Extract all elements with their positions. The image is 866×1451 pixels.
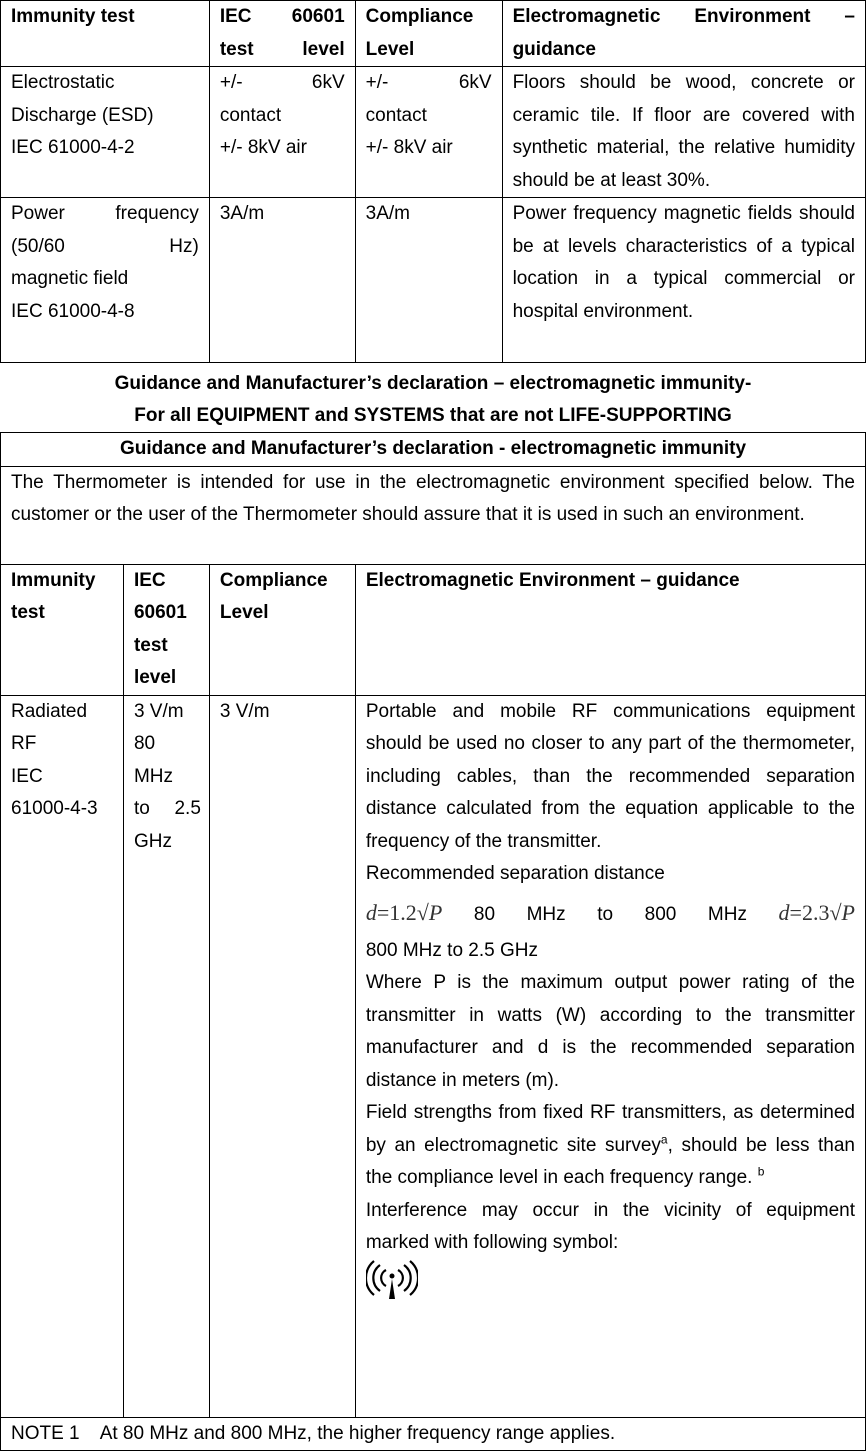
- t1-pf-compliance: 3A/m: [355, 198, 502, 363]
- formula-2: d=2.3√P: [778, 899, 855, 925]
- table2-intro-row: [1, 466, 866, 564]
- non-ionizing-radiation-icon: [366, 1260, 418, 1312]
- t2-rf-symbol-wrap: [366, 1260, 855, 1302]
- t2-rf-compliance: 3 V/m: [209, 695, 355, 1417]
- declaration-heading-line1: Guidance and Manufacturer’s declaration – electromagnetic immunity-: [114, 373, 752, 394]
- t2-intro: The Thermometer is intended for use in the electromagnetic environment specified below. The customer or the user of the Thermometer should assure that it is used in such an environment.: [1, 466, 866, 564]
- immunity-table-1: [0, 0, 866, 363]
- t2-header-immunity: Immunity test: [1, 564, 124, 695]
- t2-rf-para2: Where P is the maximum output power rating of the transmitter in watts (W) according to the transmitter manufacturer and d is the recommended separation distance in meters (m).: [365, 972, 855, 1091]
- t2-rf-separation-label: Recommended separation distance: [365, 863, 665, 884]
- t1-pf-level: 3A/m: [209, 198, 355, 363]
- t1-header-compliance: Compliance Level: [355, 1, 502, 67]
- t2-rf-para4: Interference may occur in the vicinity of equipment marked with following symbol:: [365, 1199, 855, 1253]
- table2-header-row: [1, 564, 866, 695]
- formula-2-range: 800 MHz to 2.5 GHz: [365, 939, 538, 961]
- t2-header-compliance: Compliance Level: [209, 564, 355, 695]
- t2-header-guidance: Electromagnetic Environment – guidance: [355, 564, 865, 695]
- t1-esd-test: Electrostatic Discharge (ESD) IEC 61000-4-2: [1, 67, 210, 198]
- t1-esd-compliance: +/- 6kV contact +/- 8kV air: [355, 67, 502, 198]
- t2-rf-guidance: [355, 695, 865, 1417]
- immunity-table-2: [0, 432, 866, 1451]
- formula-1-range: 80 MHz to 800 MHz: [473, 903, 747, 925]
- t2-rf-formula-line: [366, 891, 855, 935]
- table2-radiated-rf-row: [1, 695, 866, 1417]
- table1-row-power-frequency: [1, 198, 866, 363]
- t2-title: Guidance and Manufacturer’s declaration - electromagnetic immunity: [1, 433, 866, 467]
- t2-rf-para1: Portable and mobile RF communications equipment should be used no closer to any part of the thermometer, including cables, than the recommended separation distance calculated from the equation applicable to the frequency of the transmitter.: [365, 700, 855, 852]
- table1-row-esd: [1, 67, 866, 198]
- t2-rf-level: 3 V/m 80 MHz to 2.5 GHz: [123, 695, 209, 1417]
- t2-header-iec-level: IEC 60601 test level: [123, 564, 209, 695]
- t1-header-immunity: Immunity test: [1, 1, 210, 67]
- formula-1: d=1.2√P: [365, 899, 443, 925]
- table1-header-row: [1, 1, 866, 67]
- t2-rf-test: Radiated RF IEC 61000-4-3: [1, 695, 124, 1417]
- t1-esd-level: +/- 6kV contact +/- 8kV air: [209, 67, 355, 198]
- t1-pf-test: Power frequency (50/60 Hz) magnetic field IEC 61000-4-8: [1, 198, 210, 363]
- t2-note: NOTE 1 At 80 MHz and 800 MHz, the higher frequency range applies.: [1, 1417, 866, 1451]
- t2-rf-para3: Field strengths from fixed RF transmitters, as determined by an electromagnetic site survey$^a$, should be less than the compliance level in each frequency range. $^b$: [365, 1102, 855, 1188]
- t1-header-iec-level: IEC 60601 test level: [209, 1, 355, 67]
- table2-title-row: [1, 433, 866, 467]
- table2-note-row: [1, 1417, 866, 1451]
- t1-pf-guidance: Power frequency magnetic fields should be at levels characteristics of a typical location in a typical commercial or hospital environment.: [502, 198, 865, 363]
- t1-esd-guidance: Floors should be wood, concrete or ceramic tile. If floor are covered with synthetic material, the relative humidity should be at least 30%.: [502, 67, 865, 198]
- t1-header-guidance: Electromagnetic Environment – guidance: [502, 1, 865, 67]
- declaration-heading-line2: For all EQUIPMENT and SYSTEMS that are not LIFE-SUPPORTING: [134, 405, 732, 426]
